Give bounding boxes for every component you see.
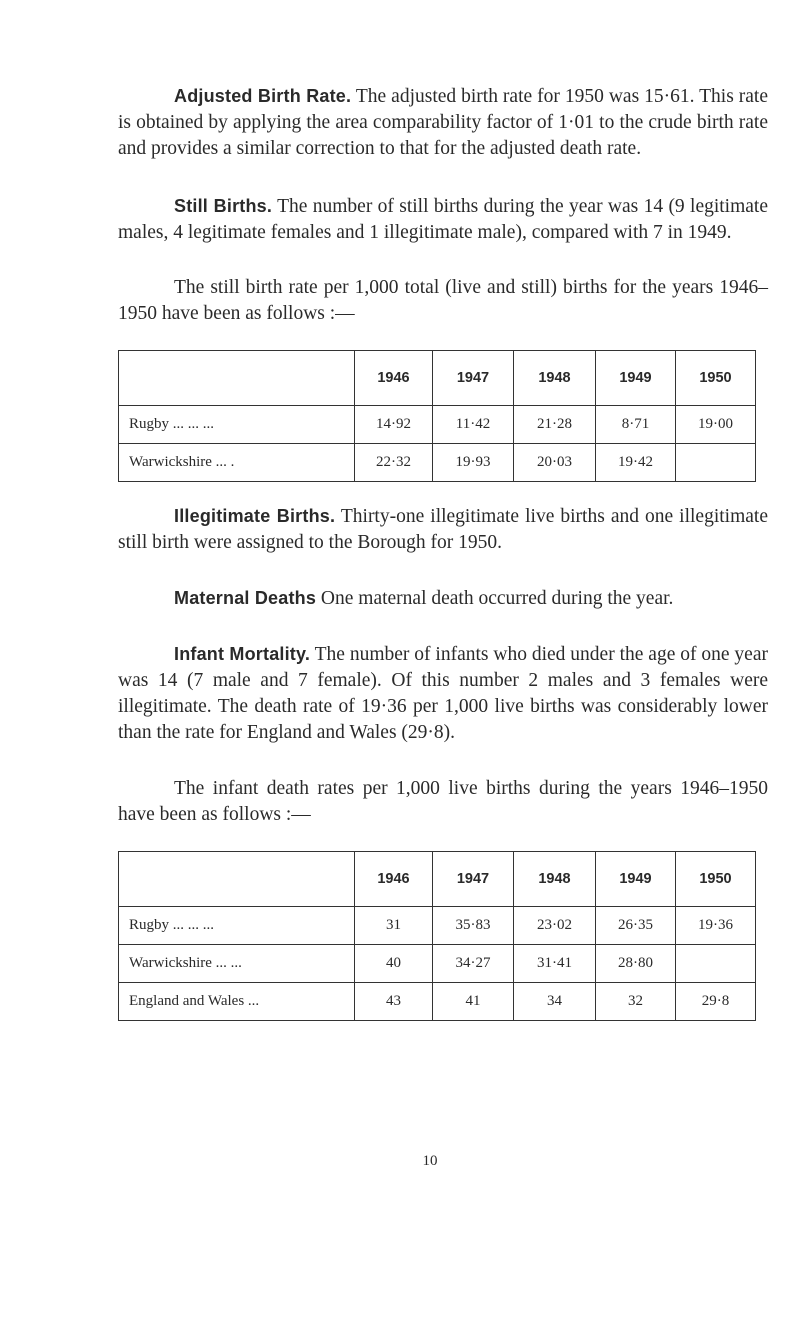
illegitimate-births-heading: Illegitimate Births.	[174, 506, 336, 526]
rate-cell	[676, 444, 756, 482]
table-header-row	[119, 852, 756, 907]
rate-cell: 11·42	[433, 406, 514, 444]
rate-cell: 14·92	[355, 406, 433, 444]
rate-cell: 22·32	[355, 444, 433, 482]
rate-cell: 26·35	[596, 907, 676, 945]
table-row	[119, 945, 756, 983]
still-births-paragraph	[118, 193, 768, 246]
year-header: 1947	[433, 351, 514, 406]
table-row	[119, 406, 756, 444]
row-label: Warwickshire ... ...	[119, 945, 355, 983]
illegitimate-births-paragraph	[118, 503, 768, 556]
year-header: 1948	[514, 351, 596, 406]
year-header: 1949	[596, 351, 676, 406]
still-births-text: The number of still births during the year was 14 (9 legitimate males, 4 legitimate females and 1 illegitimate male), compared with 7 in 1949.	[118, 196, 768, 243]
illegitimate-births-text: Thirty-one illegitimate live births and one illegitimate still birth were assigned to the Borough for 1950.	[118, 506, 768, 553]
rate-cell: 32	[596, 983, 676, 1021]
infant-mortality-heading: Infant Mortality.	[174, 644, 311, 664]
rate-cell: 8·71	[596, 406, 676, 444]
year-header: 1946	[355, 852, 433, 907]
year-header: 1950	[676, 852, 756, 907]
table-row	[119, 444, 756, 482]
table-header-row	[119, 351, 756, 406]
maternal-deaths-heading: Maternal Deaths	[174, 588, 317, 608]
maternal-deaths-text: One maternal death occurred during the year.	[316, 588, 674, 609]
row-label: Rugby ... ... ...	[119, 406, 355, 444]
infant-mortality-paragraph	[118, 641, 768, 746]
year-header: 1947	[433, 852, 514, 907]
rate-cell: 35·83	[433, 907, 514, 945]
rate-cell: 21·28	[514, 406, 596, 444]
adjusted-birth-rate-paragraph	[118, 83, 768, 162]
maternal-deaths-paragraph	[118, 585, 768, 612]
year-header: 1946	[355, 351, 433, 406]
adjusted-birth-rate-text: The adjusted birth rate for 1950 was 15·61. This rate is obtained by applying the area comparability factor of 1·01 to the crude birth rate and provides a similar correction to that for the adjusted death rate.	[118, 86, 769, 159]
rate-cell: 41	[433, 983, 514, 1021]
header-blank-cell	[119, 351, 355, 406]
row-label: England and Wales ...	[119, 983, 355, 1021]
rate-cell: 19·36	[676, 907, 756, 945]
adjusted-birth-rate-heading: Adjusted Birth Rate.	[174, 86, 352, 106]
rate-cell: 34	[514, 983, 596, 1021]
header-blank-cell	[119, 852, 355, 907]
rate-cell	[676, 945, 756, 983]
table-row	[119, 907, 756, 945]
rate-cell: 40	[355, 945, 433, 983]
still-birth-rate-table	[118, 350, 756, 482]
rate-cell: 19·00	[676, 406, 756, 444]
rate-cell: 19·42	[596, 444, 676, 482]
rate-cell: 43	[355, 983, 433, 1021]
rate-cell: 31	[355, 907, 433, 945]
rate-cell: 20·03	[514, 444, 596, 482]
rate-cell: 29·8	[676, 983, 756, 1021]
rate-cell: 23·02	[514, 907, 596, 945]
rate-cell: 19·93	[433, 444, 514, 482]
infant-death-rate-intro: The infant death rates per 1,000 live births during the years 1946–1950 have been as follows :—	[118, 778, 768, 825]
row-label: Warwickshire ... .	[119, 444, 355, 482]
year-header: 1950	[676, 351, 756, 406]
year-header: 1949	[596, 852, 676, 907]
still-birth-rate-intro: The still birth rate per 1,000 total (live and still) births for the years 1946–1950 have been as follows :—	[118, 277, 768, 324]
still-births-heading: Still Births.	[174, 196, 273, 216]
rate-cell: 28·80	[596, 945, 676, 983]
year-header: 1948	[514, 852, 596, 907]
row-label: Rugby ... ... ...	[119, 907, 355, 945]
page-number: 10	[422, 1153, 438, 1169]
infant-death-rate-table	[118, 851, 756, 1021]
rate-cell: 31·41	[514, 945, 596, 983]
rate-cell: 34·27	[433, 945, 514, 983]
infant-mortality-text: The number of infants who died under the age of one year was 14 (7 male and 7 female). Of this number 2 males and 3 females were illegitimate. The death rate of 19·36 per 1,000 live births was considerably lower than the rate for England and Wales (29·8).	[118, 644, 768, 743]
table-row	[119, 983, 756, 1021]
